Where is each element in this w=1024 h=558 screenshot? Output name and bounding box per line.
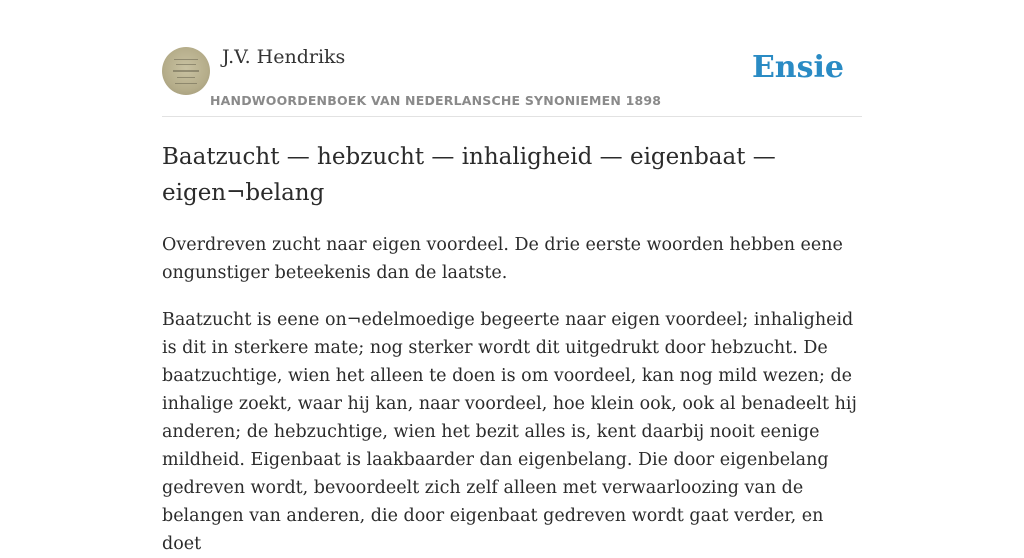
entry-paragraph: Overdreven zucht naar eigen voordeel. De drie eerste woorden hebben eene ongunstiger beteekenis dan de laatste. <box>162 235 843 283</box>
entry-header <box>162 0 862 117</box>
content-container <box>162 0 862 558</box>
entry-paragraph: Baatzucht is eene on¬edelmoedige begeerte naar eigen voordeel; inhaligheid is dit in sterkere mate; nog sterker wordt dit uitgedrukt door hebzucht. De baatzuchtige, wien het alleen te doen is om voordeel, kan nog mild wezen; de inhalige zoekt, waar hij kan, naar voordeel, hoe klein ook, ook al benadeelt hij anderen; de hebzuchtige, wien het bezit alles is, kent daarbij nooit eenige mildheid. Eigenbaat is laakbaarder dan eigenbelang. Die door eigenbelang gedreven wordt, bevoordeelt zich zelf alleen met verwaarloozing van de belangen van anderen, die door eigenbaat gedreven wordt gaat verder, en doet <box>162 310 857 554</box>
entry-title: Baatzucht — hebzucht — inhaligheid — eigenbaat — eigen¬belang <box>162 144 776 206</box>
book-cover-icon[interactable] <box>162 47 210 95</box>
ensie-logo[interactable]: Ensie <box>751 50 844 85</box>
source-title[interactable]: HANDWOORDENBOEK VAN NEDERLANSCHE SYNONIEMEN 1898 <box>210 93 662 108</box>
author-name[interactable]: J.V. Hendriks <box>222 46 346 68</box>
